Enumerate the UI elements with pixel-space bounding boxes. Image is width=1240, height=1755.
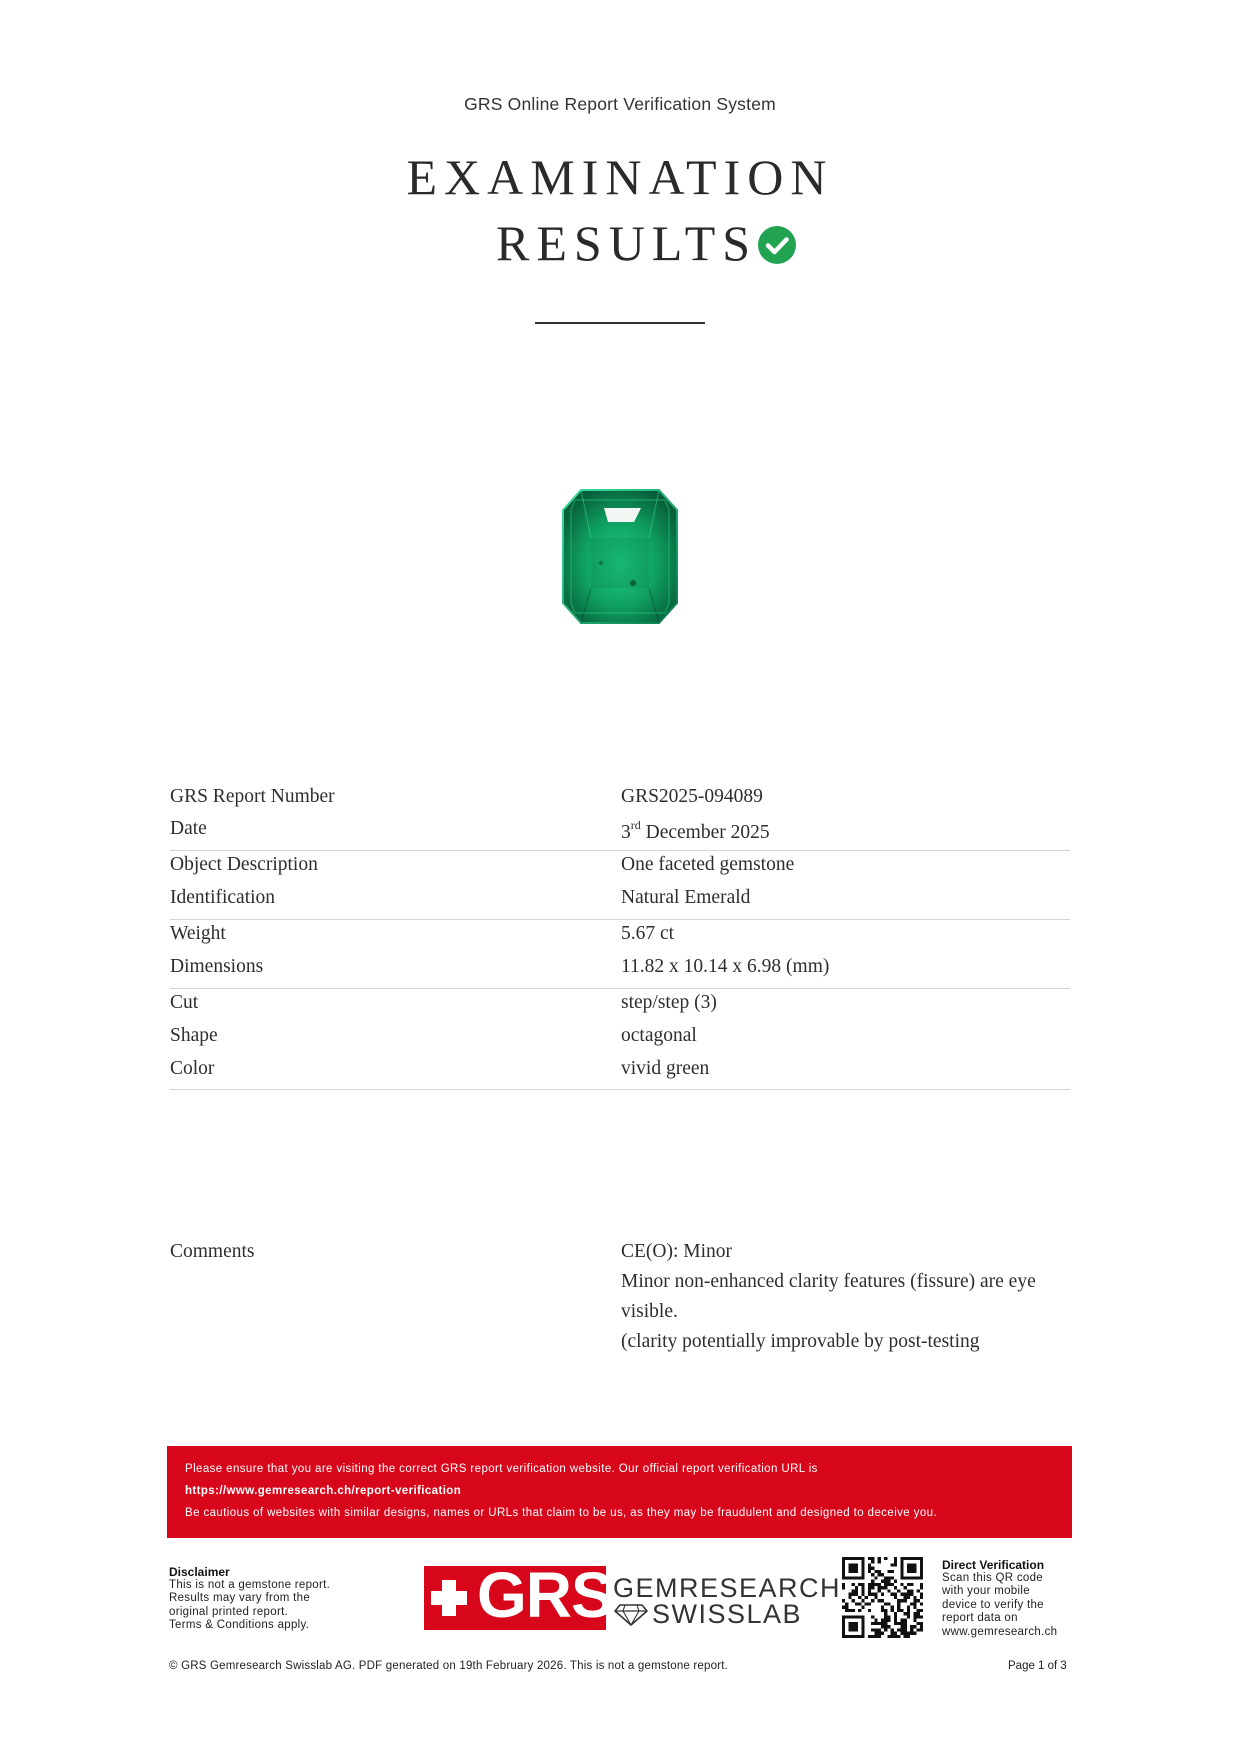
field-value: 5.67 ct — [621, 923, 675, 944]
row-divider — [170, 850, 1070, 851]
date-suffix: rd — [630, 818, 641, 832]
comment-line: CE(O): Minor — [621, 1241, 733, 1262]
disclaimer-line: original printed report. — [169, 1606, 289, 1618]
date-rest: December 2025 — [640, 822, 770, 843]
field-label: Shape — [170, 1025, 218, 1046]
direct-verification-line: with your mobile — [942, 1585, 1030, 1597]
field-label: GRS Report Number — [170, 786, 335, 807]
row-divider — [170, 919, 1070, 920]
website-link[interactable]: www.gemresearch.ch — [942, 1626, 1058, 1638]
comment-line: (clarity potentially improvable by post-testing — [621, 1331, 980, 1352]
warning-text: Be cautious of websites with similar designs, names or URLs that claim to be us, as they may be fraudulent and designed to deceive you. — [185, 1507, 938, 1519]
disclaimer-title: Disclaimer — [169, 1565, 230, 1579]
field-label: Date — [170, 818, 207, 839]
comment-line: visible. — [621, 1301, 678, 1322]
field-label: Weight — [170, 923, 226, 944]
field-value: vivid green — [621, 1058, 710, 1079]
direct-verification-title: Direct Verification — [942, 1558, 1045, 1572]
field-value: 11.82 x 10.14 x 6.98 (mm) — [621, 956, 830, 977]
field-label: Identification — [170, 887, 276, 908]
title-divider — [535, 322, 705, 324]
logo-gemresearch-text: GEMRESEARCH — [613, 1573, 842, 1603]
verification-warning-banner — [167, 1446, 1072, 1538]
field-value: octagonal — [621, 1025, 697, 1046]
field-value: GRS2025-094089 — [621, 786, 763, 807]
check-circle-icon — [757, 225, 797, 265]
comments-label: Comments — [170, 1241, 255, 1262]
field-value — [621, 818, 770, 844]
field-value: step/step (3) — [621, 992, 717, 1013]
page-number: Page 1 of 3 — [1008, 1660, 1067, 1672]
field-label: Object Description — [170, 854, 318, 875]
system-title: GRS Online Report Verification System — [464, 94, 776, 114]
warning-text: Please ensure that you are visiting the correct GRS report verification website. Our official report verification URL is — [185, 1463, 818, 1475]
row-divider — [170, 1089, 1070, 1090]
field-label: Color — [170, 1058, 215, 1079]
page-title-line1: EXAMINATION — [406, 149, 834, 205]
verification-url-link[interactable]: https://www.gemresearch.ch/report-verification — [185, 1485, 462, 1497]
diamond-icon — [614, 1604, 648, 1626]
disclaimer-line: Terms & Conditions apply. — [169, 1619, 310, 1631]
comment-line: Minor non-enhanced clarity features (fissure) are eye — [621, 1271, 1036, 1292]
emerald-gem-image — [561, 488, 679, 625]
direct-verification-line: report data on — [942, 1612, 1018, 1624]
disclaimer-line: Results may vary from the — [169, 1592, 311, 1604]
date-day: 3 — [621, 822, 631, 843]
footer-copyright: © GRS Gemresearch Swisslab AG. PDF generated on 19th February 2026. This is not a gemstone report. — [169, 1660, 729, 1672]
logo-swisslab-text: SWISSLAB — [652, 1599, 803, 1629]
grs-logo-text: GRS — [477, 1559, 613, 1631]
page-title-line2: RESULTS — [496, 215, 758, 271]
swiss-cross-icon — [426, 1566, 472, 1630]
qr-code[interactable] — [842, 1557, 923, 1638]
field-label: Cut — [170, 992, 199, 1013]
field-value: One faceted gemstone — [621, 854, 795, 875]
field-label: Dimensions — [170, 956, 264, 977]
direct-verification-line: Scan this QR code — [942, 1572, 1043, 1584]
disclaimer-line: This is not a gemstone report. — [169, 1579, 331, 1591]
direct-verification-line: device to verify the — [942, 1599, 1044, 1611]
row-divider — [170, 988, 1070, 989]
field-value: Natural Emerald — [621, 887, 751, 908]
